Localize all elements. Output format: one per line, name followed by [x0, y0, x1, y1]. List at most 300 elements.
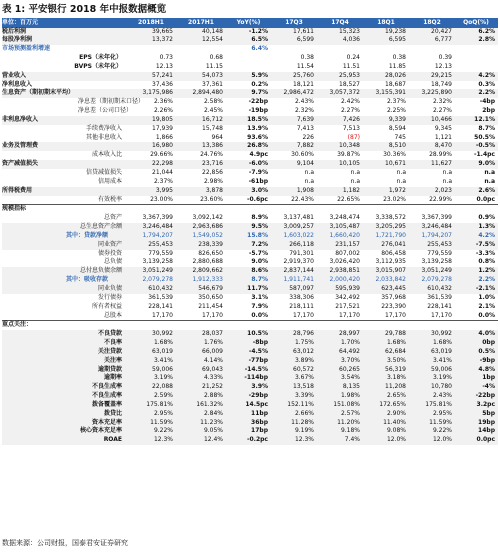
table-cell: 16,712: [202, 115, 223, 123]
table-cell: 2.45%: [203, 107, 223, 115]
row-label: 拨备覆盖率: [91, 400, 122, 408]
row-label: 不良生成率: [91, 383, 122, 391]
table-cell: 29,788: [385, 330, 406, 338]
table-cell: 4,036: [342, 36, 360, 44]
table-cell: 2.88%: [203, 392, 223, 400]
table-cell: 23.60%: [200, 195, 223, 203]
table-row: [2, 357, 498, 366]
table-cell: 3.54%: [340, 374, 360, 382]
table-cell: 10,348: [339, 142, 360, 150]
table-cell: 2,963,686: [192, 223, 223, 231]
table-cell: 3.19%: [153, 374, 173, 382]
table-cell: -8bp: [252, 339, 268, 347]
table-cell: 2.32%: [432, 98, 452, 106]
table-cell: 2.90%: [386, 409, 406, 417]
row-label: 不良贷款: [97, 330, 122, 338]
table-cell: 9.0%: [251, 258, 268, 266]
table-cell: 14.5pc: [245, 400, 268, 408]
table-cell: 745: [394, 133, 406, 141]
table-cell: 6.2%: [478, 27, 495, 35]
table-cell: 779,559: [148, 249, 173, 257]
table-cell: 17,170: [431, 311, 452, 319]
table-row: [2, 241, 498, 250]
row-label: EPS（未年化）: [79, 54, 122, 62]
table-cell: 37,361: [202, 80, 223, 88]
table-cell: -1.2%: [248, 27, 268, 35]
table-cell: 3.41%: [153, 356, 173, 364]
table-cell: 37,436: [152, 80, 173, 88]
table-cell: -3.3%: [475, 249, 495, 257]
table-row: [2, 107, 498, 116]
table-cell: [455, 45, 497, 54]
table-cell: 12.0%: [432, 436, 452, 444]
row-label: 净利息收入: [2, 80, 33, 88]
table-cell: 17,939: [152, 124, 173, 132]
table-cell: [409, 205, 455, 214]
table-row: [2, 250, 498, 259]
table-cell: 2,986,472: [283, 89, 314, 97]
table-cell: [226, 63, 271, 72]
row-label: 信用成本: [97, 177, 122, 185]
table-cell: 12.3%: [294, 436, 314, 444]
table-cell: 7,513: [342, 124, 360, 132]
table-cell: 11.7%: [247, 284, 268, 292]
table-header-row: [2, 18, 498, 28]
table-cell: 3,175,986: [142, 89, 173, 97]
table-cell: 2,033,842: [375, 276, 406, 284]
table-cell: [317, 205, 363, 214]
table-row: [2, 125, 498, 134]
table-cell: 19bp: [478, 418, 495, 426]
row-label: 所得税费用: [2, 186, 33, 194]
table-cell: 2.27%: [340, 107, 360, 115]
table-cell: 66,009: [202, 347, 223, 355]
row-label: 不良生成率: [91, 392, 122, 400]
table-cell: 13,386: [202, 142, 223, 150]
table-cell: 4.2%: [478, 71, 495, 79]
table-cell: 26.8%: [247, 142, 268, 150]
table-cell: 4.2%: [478, 231, 495, 239]
table-cell: 50.5%: [474, 133, 495, 141]
table-cell: 2,894,480: [192, 89, 223, 97]
table-cell: 2.43%: [294, 98, 314, 106]
table-row: [2, 45, 498, 54]
table-cell: 15,323: [339, 27, 360, 35]
table-cell: 0.38: [300, 54, 314, 62]
row-label: 总资产: [103, 214, 122, 222]
table-row: [2, 187, 498, 196]
table-cell: 3,995: [155, 186, 173, 194]
table-cell: 2.65%: [386, 392, 406, 400]
row-label: 总生息资产余额: [79, 223, 122, 231]
table-cell: 1.68%: [386, 339, 406, 347]
table-cell: 21,044: [152, 169, 173, 176]
data-table: [2, 18, 498, 445]
row-label: 发行债券: [97, 293, 122, 301]
table-cell: 11,627: [431, 160, 452, 168]
table-cell: 3,137,481: [283, 214, 314, 222]
row-label: 资产减值损失: [2, 160, 39, 168]
table-cell: 807,002: [335, 249, 360, 257]
row-label: 业务及管理费: [2, 142, 39, 150]
table-cell: 54,073: [202, 71, 223, 79]
table-body: [2, 28, 498, 446]
table-cell: 6.4%: [251, 45, 268, 53]
table-cell: -0.2pc: [247, 436, 268, 444]
table-cell: 1.98%: [340, 392, 360, 400]
table-row: [2, 116, 498, 125]
table-cell: 0.68: [209, 54, 223, 62]
header-cell: 2018H1: [138, 19, 164, 26]
table-cell: 28,796: [293, 330, 314, 338]
row-label: 关注贷款: [97, 347, 122, 355]
table-cell: 28.99%: [429, 151, 452, 159]
table-cell: 3.2pc: [476, 400, 495, 408]
table-row: [2, 383, 498, 392]
table-cell: 15.8%: [247, 231, 268, 239]
row-label: 净息差（公司口径）: [78, 107, 133, 115]
table-cell: (87): [347, 133, 360, 141]
table-cell: 8.7%: [478, 124, 495, 132]
table-cell: 8,135: [342, 383, 360, 391]
table-cell: 2.43%: [432, 392, 452, 400]
row-label: 逾期贷款: [97, 365, 122, 373]
table-cell: 7,882: [296, 142, 314, 150]
table-cell: 2,000,420: [329, 276, 360, 284]
table-row: [2, 204, 498, 214]
table-row: [2, 223, 498, 232]
table-cell: 9.22%: [432, 427, 452, 435]
table-cell: 2.37%: [153, 177, 173, 185]
table-cell: 610,432: [148, 284, 173, 292]
table-row: [2, 374, 498, 383]
table-cell: -0.5%: [475, 142, 495, 150]
table-cell: 29,215: [431, 71, 452, 79]
header-cell: 18Q1: [377, 19, 395, 26]
table-row: [2, 196, 498, 205]
table-row: [2, 436, 498, 445]
table-cell: 22.99%: [429, 195, 452, 203]
table-cell: 228,141: [427, 302, 452, 310]
table-cell: 9.18%: [340, 427, 360, 435]
table-cell: 13.9%: [247, 124, 268, 132]
table-cell: 361,539: [148, 293, 173, 301]
table-cell: 3,367,399: [142, 214, 173, 222]
table-cell: 16,980: [152, 142, 173, 150]
table-cell: 3,092,142: [192, 214, 223, 222]
table-cell: 11.28%: [291, 418, 314, 426]
table-cell: 3.70%: [340, 356, 360, 364]
table-cell: 6.5%: [251, 36, 268, 44]
table-cell: [176, 321, 226, 330]
table-cell: -5.7%: [248, 249, 268, 257]
row-label: 核心资本充足率: [79, 427, 122, 435]
table-cell: 21,252: [202, 383, 223, 391]
table-cell: -19bp: [248, 107, 268, 115]
table-cell: 1.75%: [294, 339, 314, 347]
table-cell: 2bp: [482, 107, 495, 115]
table-cell: 3,015,907: [375, 267, 406, 275]
table-cell: [363, 321, 409, 330]
table-cell: 0.8%: [478, 258, 495, 266]
table-cell: 11.51: [342, 62, 360, 70]
table-cell: 3.39%: [294, 392, 314, 400]
table-cell: 39,665: [152, 27, 173, 35]
table-cell: 4.9pc: [249, 151, 268, 159]
table-row: [2, 63, 498, 72]
row-label: 生息资产（期初期末平均）: [2, 89, 75, 97]
table-cell: 1,721,790: [375, 231, 406, 239]
row-label: 所有者权益: [91, 302, 122, 310]
table-cell: 3,026,420: [329, 258, 360, 266]
table-cell: 0.73: [159, 54, 173, 62]
table-cell: 1,549,052: [192, 231, 223, 239]
table-cell: 14bp: [478, 427, 495, 435]
table-cell: -7.9%: [248, 169, 268, 176]
table-row: [2, 401, 498, 410]
table-cell: 17,170: [339, 311, 360, 319]
table-row: [2, 28, 498, 37]
table-row: [2, 419, 498, 428]
table-cell: [126, 321, 176, 330]
table-cell: 24.76%: [200, 151, 223, 159]
table-cell: 3.50%: [386, 356, 406, 364]
table-cell: -4%: [482, 383, 495, 391]
table-row: [2, 348, 498, 357]
table-cell: 11.59%: [429, 418, 452, 426]
table-cell: 59,006: [431, 365, 452, 373]
table-cell: [317, 321, 363, 330]
table-cell: 9,339: [388, 115, 406, 123]
table-cell: 266,118: [289, 240, 314, 248]
table-row: [2, 339, 498, 348]
table-cell: 17,170: [293, 311, 314, 319]
table-cell: 0bp: [482, 339, 495, 347]
table-cell: 3,112,935: [375, 258, 406, 266]
table-cell: -114bp: [244, 374, 268, 382]
table-cell: 3,205,295: [375, 223, 406, 231]
table-cell: 1.68%: [432, 339, 452, 347]
row-label: 其中：贷款净额: [66, 231, 109, 239]
table-row: [2, 303, 498, 312]
table-cell: 62,684: [385, 347, 406, 355]
table-cell: 11.59%: [150, 418, 173, 426]
table-cell: 350,650: [198, 293, 223, 301]
table-cell: 18,749: [431, 80, 452, 88]
table-cell: [409, 45, 455, 54]
header-cell: 2017H1: [188, 19, 214, 26]
table-cell: 12.4%: [203, 436, 223, 444]
table-row: [2, 54, 498, 63]
table-cell: 9.05%: [203, 427, 223, 435]
table-cell: 361,539: [427, 293, 452, 301]
table-cell: 18.5%: [247, 115, 268, 123]
table-cell: 806,458: [381, 249, 406, 257]
table-cell: 1,794,207: [142, 231, 173, 239]
table-cell: 7,639: [296, 115, 314, 123]
table-cell: [317, 45, 363, 54]
table-cell: 18,687: [385, 80, 406, 88]
table-cell: 2.36%: [153, 98, 173, 106]
table-row: [2, 160, 498, 169]
table-cell: 2.32%: [294, 107, 314, 115]
table-cell: 13,518: [293, 383, 314, 391]
table-cell: 175.81%: [425, 400, 452, 408]
table-row: [2, 142, 498, 151]
table-cell: -2.1%: [475, 284, 495, 292]
table-cell: 3,139,258: [421, 258, 452, 266]
table-cell: 8,470: [434, 142, 452, 150]
table-title: 表 1: 平安银行 2018 年中报数据概览: [2, 4, 167, 15]
table-cell: 1.0%: [478, 293, 495, 301]
table-cell: 791,301: [289, 249, 314, 257]
table-cell: -61bp: [248, 177, 268, 185]
table-cell: 3,051,249: [421, 267, 452, 275]
row-label: 每股净利润: [2, 36, 33, 44]
table-cell: [455, 321, 497, 330]
table-cell: n.a: [350, 169, 360, 176]
table-cell: 0.5%: [478, 347, 495, 355]
table-cell: 17,611: [293, 27, 314, 35]
table-row: [2, 36, 498, 45]
table-cell: 20,427: [431, 27, 452, 35]
table-cell: 1,794,207: [421, 231, 452, 239]
table-cell: 3.67%: [294, 374, 314, 382]
table-cell: 3,105,487: [329, 223, 360, 231]
table-cell: 9.0%: [478, 160, 495, 168]
table-cell: 228,141: [148, 302, 173, 310]
table-row: [2, 214, 498, 223]
table-cell: 8.6%: [251, 267, 268, 275]
table-cell: 218,111: [289, 302, 314, 310]
table-cell: 546,679: [198, 284, 223, 292]
table-cell: 17,170: [385, 311, 406, 319]
table-cell: 17,170: [202, 311, 223, 319]
table-cell: [176, 45, 226, 54]
table-cell: 0.2%: [251, 80, 268, 88]
table-cell: 2,938,851: [329, 267, 360, 275]
table-cell: 60,265: [339, 365, 360, 373]
table-cell: 64,492: [339, 347, 360, 355]
table-cell: 8,510: [388, 142, 406, 150]
table-cell: 3.89%: [294, 356, 314, 364]
table-cell: 93.6%: [247, 133, 268, 141]
table-cell: 12,554: [202, 36, 223, 44]
table-cell: 211,454: [198, 302, 223, 310]
row-label: 营业收入: [2, 71, 27, 79]
table-cell: 7,413: [296, 124, 314, 132]
table-cell: -22bp: [248, 98, 268, 106]
table-cell: [271, 205, 317, 214]
table-cell: 2.95%: [153, 409, 173, 417]
table-cell: 0.0%: [251, 311, 268, 319]
table-cell: -29bp: [248, 392, 268, 400]
table-cell: 25,760: [293, 71, 314, 79]
table-cell: 2,809,662: [192, 267, 223, 275]
table-cell: 1,182: [342, 186, 360, 194]
table-cell: 2.2%: [478, 89, 495, 97]
table-cell: 22.65%: [337, 195, 360, 203]
table-cell: 826,650: [198, 249, 223, 257]
row-label: 重点关注：: [2, 321, 33, 329]
table-cell: 3.1%: [251, 293, 268, 301]
table-cell: [455, 54, 497, 63]
table-row: [2, 330, 498, 339]
row-label: 总股本: [103, 311, 122, 319]
table-cell: 8,594: [388, 124, 406, 132]
table-cell: 595,939: [335, 284, 360, 292]
table-cell: 9.5%: [251, 223, 268, 231]
table-cell: 69,043: [202, 365, 223, 373]
table-cell: 30.60%: [291, 151, 314, 159]
row-label: 不良率: [103, 339, 122, 347]
table-row: [2, 169, 498, 178]
table-cell: 56,319: [385, 365, 406, 373]
table-cell: 255,453: [148, 240, 173, 248]
row-label: 其他非息收入: [85, 133, 122, 141]
table-cell: 2,079,278: [421, 276, 452, 284]
table-cell: 11.54: [296, 62, 314, 70]
table-row: [2, 320, 498, 330]
table-cell: 9,345: [434, 124, 452, 132]
table-cell: [409, 321, 455, 330]
table-cell: 11.15: [205, 62, 223, 70]
table-cell: 2.37%: [386, 98, 406, 106]
header-cell: YoY(%): [236, 19, 261, 26]
table-cell: 1,912,333: [192, 276, 223, 284]
table-cell: 2.25%: [386, 107, 406, 115]
table-cell: n.a: [484, 169, 495, 176]
table-row: [2, 410, 498, 419]
row-label: 同业资产: [97, 240, 122, 248]
table-cell: 2.8%: [478, 36, 495, 44]
table-cell: 22,088: [152, 383, 173, 391]
table-cell: 610,432: [427, 284, 452, 292]
table-cell: [455, 63, 497, 72]
table-cell: 13,372: [152, 36, 173, 44]
row-label: 关注率: [103, 356, 122, 364]
table-row: [2, 232, 498, 241]
table-cell: 7.2%: [251, 240, 268, 248]
table-cell: 2.66%: [294, 409, 314, 417]
table-cell: 9.19%: [294, 427, 314, 435]
table-cell: 2,079,278: [142, 276, 173, 284]
table-cell: -14.5%: [244, 365, 268, 373]
table-cell: 6,599: [296, 36, 314, 44]
table-cell: -1.4pc: [474, 151, 495, 159]
table-cell: 36bp: [251, 418, 268, 426]
table-cell: 2.6%: [478, 186, 495, 194]
table-cell: 152.11%: [287, 400, 314, 408]
table-cell: 4.33%: [203, 374, 223, 382]
table-cell: [271, 321, 317, 330]
table-cell: 3,051,249: [142, 267, 173, 275]
table-cell: 172.65%: [379, 400, 406, 408]
table-cell: 3,246,484: [421, 223, 452, 231]
table-cell: 1.68%: [153, 339, 173, 347]
table-cell: 151.08%: [333, 400, 360, 408]
table-cell: 0.24: [346, 54, 360, 62]
table-row: [2, 294, 498, 303]
table-cell: [363, 205, 409, 214]
table-cell: 2.27%: [432, 107, 452, 115]
table-cell: [226, 54, 271, 63]
table-cell: n.a: [304, 177, 314, 185]
table-cell: 3,878: [205, 186, 223, 194]
table-cell: [126, 205, 176, 214]
table-cell: 30,992: [431, 330, 452, 338]
table-cell: 0.39: [438, 54, 452, 62]
